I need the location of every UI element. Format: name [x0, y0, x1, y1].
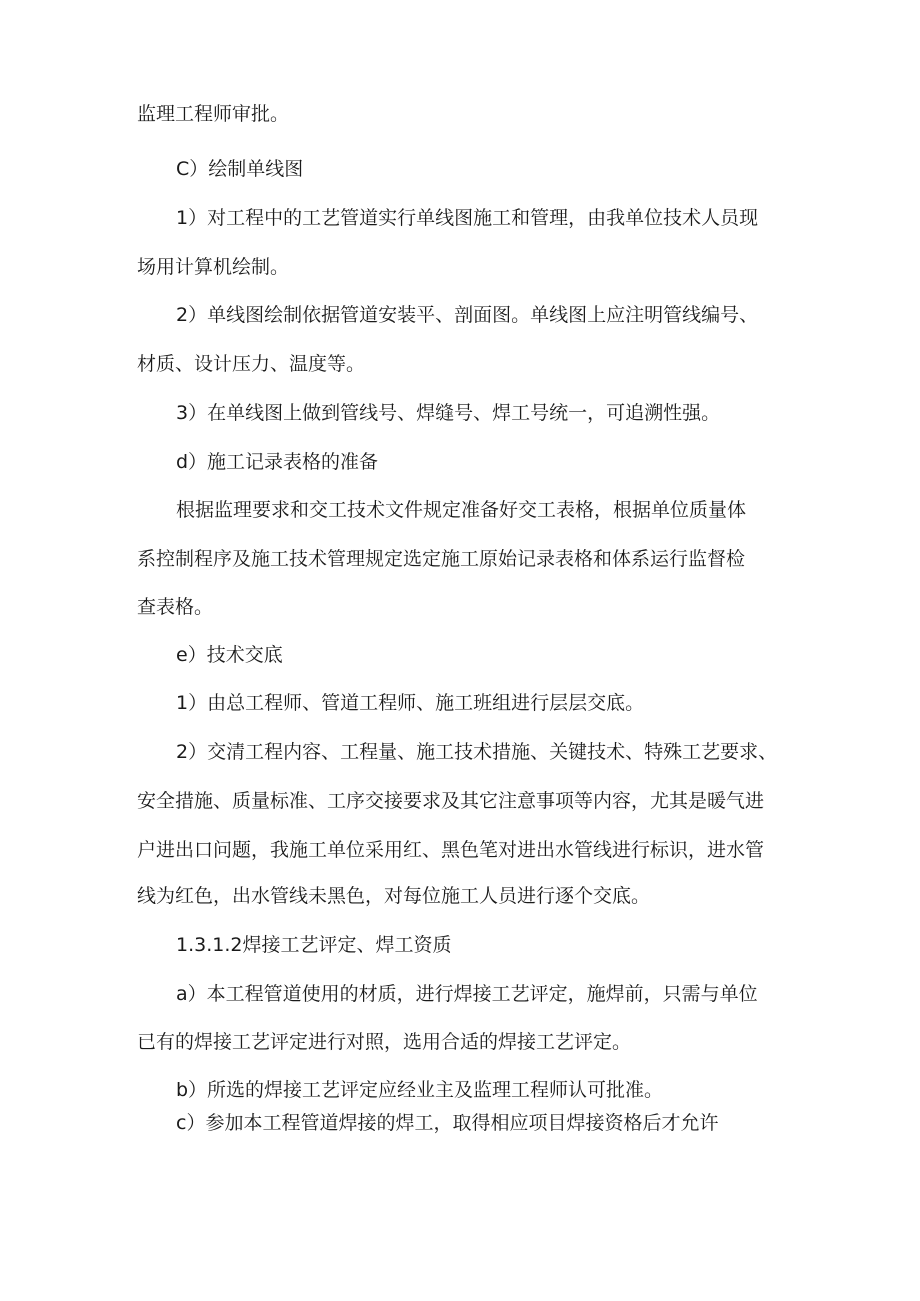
- text-line: 安全措施、质量标准、工序交接要求及其它注意事项等内容，尤其是暖气进: [137, 790, 765, 812]
- text-line: 3）在单线图上做到管线号、焊缝号、焊工号统一，可追溯性强。: [176, 402, 721, 424]
- text-line: 2）单线图绘制依据管道安装平、剖面图。单线图上应注明管线编号、: [176, 304, 759, 326]
- section-heading: d）施工记录表格的准备: [176, 451, 379, 473]
- text-line: a）本工程管道使用的材质，进行焊接工艺评定，施焊前，只需与单位: [176, 983, 758, 1005]
- text-line: 1）由总工程师、管道工程师、施工班组进行层层交底。: [176, 692, 645, 714]
- text-line: 线为红色，出水管线未黑色，对每位施工人员进行逐个交底。: [137, 885, 651, 907]
- text-line: 根据监理要求和交工技术文件规定准备好交工表格，根据单位质量体: [176, 499, 747, 521]
- text-line: 监理工程师审批。: [137, 103, 290, 125]
- section-heading: e）技术交底: [176, 644, 283, 666]
- text-line: 场用计算机绘制。: [137, 256, 290, 278]
- text-line: 户进出口问题，我施工单位采用红、黑色笔对进出水管线进行标识，进水管: [137, 839, 765, 861]
- text-line: 已有的焊接工艺评定进行对照，选用合适的焊接工艺评定。: [137, 1031, 632, 1053]
- text-line: 材质、设计压力、温度等。: [137, 353, 366, 375]
- text-line: c）参加本工程管道焊接的焊工，取得相应项目焊接资格后才允许: [176, 1112, 719, 1134]
- text-line: b）所选的焊接工艺评定应经业主及监理工程师认可批准。: [176, 1079, 664, 1101]
- section-heading: C）绘制单线图: [176, 158, 304, 180]
- section-heading: 1.3.1.2焊接工艺评定、焊工资质: [176, 934, 452, 956]
- text-line: 2）交清工程内容、工程量、施工技术措施、关键技术、特殊工艺要求、: [176, 741, 778, 763]
- text-line: 系控制程序及施工技术管理规定选定施工原始记录表格和体系运行监督检: [137, 548, 746, 570]
- text-line: 1）对工程中的工艺管道实行单线图施工和管理，由我单位技术人员现: [176, 207, 759, 229]
- text-line: 查表格。: [137, 596, 214, 618]
